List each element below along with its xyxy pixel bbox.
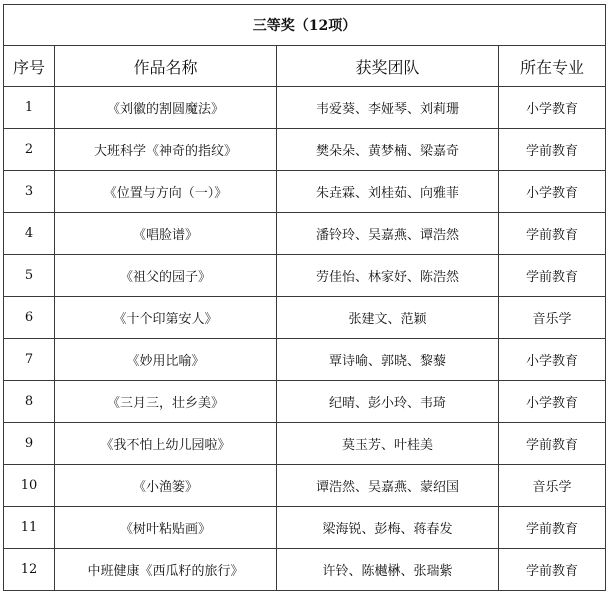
cell-major: 学前教育 [499, 507, 606, 549]
cell-team: 张建文、范颖 [277, 297, 499, 339]
header-number: 序号 [4, 46, 55, 87]
cell-team: 朱垚霖、刘桂茹、向雅菲 [277, 171, 499, 213]
cell-number: 9 [4, 423, 55, 465]
cell-major: 学前教育 [499, 129, 606, 171]
cell-team: 谭浩然、吴嘉燕、蒙绍国 [277, 465, 499, 507]
cell-work-name: 《十个印第安人》 [55, 297, 277, 339]
cell-major: 学前教育 [499, 213, 606, 255]
cell-major: 小学教育 [499, 339, 606, 381]
cell-major: 音乐学 [499, 465, 606, 507]
cell-number: 3 [4, 171, 55, 213]
cell-major: 学前教育 [499, 549, 606, 591]
cell-work-name: 《三月三，壮乡美》 [55, 381, 277, 423]
header-work-name: 作品名称 [55, 46, 277, 87]
cell-number: 11 [4, 507, 55, 549]
cell-team: 韦爱葵、李娅琴、刘莉珊 [277, 87, 499, 129]
cell-number: 12 [4, 549, 55, 591]
table-row [4, 381, 606, 423]
header-major: 所在专业 [499, 46, 606, 87]
cell-number: 5 [4, 255, 55, 297]
cell-work-name: 《唱脸谱》 [55, 213, 277, 255]
cell-team: 莫玉芳、叶桂美 [277, 423, 499, 465]
cell-team: 纪晴、彭小玲、韦琦 [277, 381, 499, 423]
cell-work-name: 《我不怕上幼儿园啦》 [55, 423, 277, 465]
cell-work-name: 《祖父的园子》 [55, 255, 277, 297]
cell-major: 小学教育 [499, 87, 606, 129]
cell-number: 6 [4, 297, 55, 339]
table-row [4, 507, 606, 549]
table-row [4, 213, 606, 255]
cell-work-name: 《位置与方向（一）》 [55, 171, 277, 213]
cell-major: 小学教育 [499, 171, 606, 213]
cell-team: 覃诗喻、郭晓、黎藜 [277, 339, 499, 381]
header-team: 获奖团队 [277, 46, 499, 87]
cell-team: 樊朵朵、黄梦楠、梁嘉奇 [277, 129, 499, 171]
cell-work-name: 《树叶粘贴画》 [55, 507, 277, 549]
table-row [4, 171, 606, 213]
cell-work-name: 《妙用比喻》 [55, 339, 277, 381]
cell-number: 7 [4, 339, 55, 381]
table-row [4, 549, 606, 591]
cell-major: 音乐学 [499, 297, 606, 339]
award-table [3, 4, 606, 591]
table-row [4, 339, 606, 381]
table-row [4, 423, 606, 465]
cell-major: 学前教育 [499, 255, 606, 297]
cell-number: 4 [4, 213, 55, 255]
cell-number: 8 [4, 381, 55, 423]
table-row [4, 297, 606, 339]
cell-major: 小学教育 [499, 381, 606, 423]
cell-number: 10 [4, 465, 55, 507]
cell-team: 梁海锐、彭梅、蒋春发 [277, 507, 499, 549]
table-row [4, 255, 606, 297]
cell-work-name: 大班科学《神奇的指纹》 [55, 129, 277, 171]
cell-team: 许铃、陈樾楙、张瑞紫 [277, 549, 499, 591]
cell-number: 2 [4, 129, 55, 171]
cell-number: 1 [4, 87, 55, 129]
table-title: 三等奖（12项） [4, 5, 606, 46]
cell-team: 劳佳怡、林家妤、陈浩然 [277, 255, 499, 297]
cell-work-name: 《刘徽的割圆魔法》 [55, 87, 277, 129]
cell-major: 学前教育 [499, 423, 606, 465]
table-row [4, 465, 606, 507]
cell-work-name: 中班健康《西瓜籽的旅行》 [55, 549, 277, 591]
header-row [4, 46, 606, 87]
cell-team: 潘铃玲、吴嘉燕、谭浩然 [277, 213, 499, 255]
table-row [4, 87, 606, 129]
cell-work-name: 《小渔篓》 [55, 465, 277, 507]
table-row [4, 129, 606, 171]
title-row [4, 5, 606, 46]
